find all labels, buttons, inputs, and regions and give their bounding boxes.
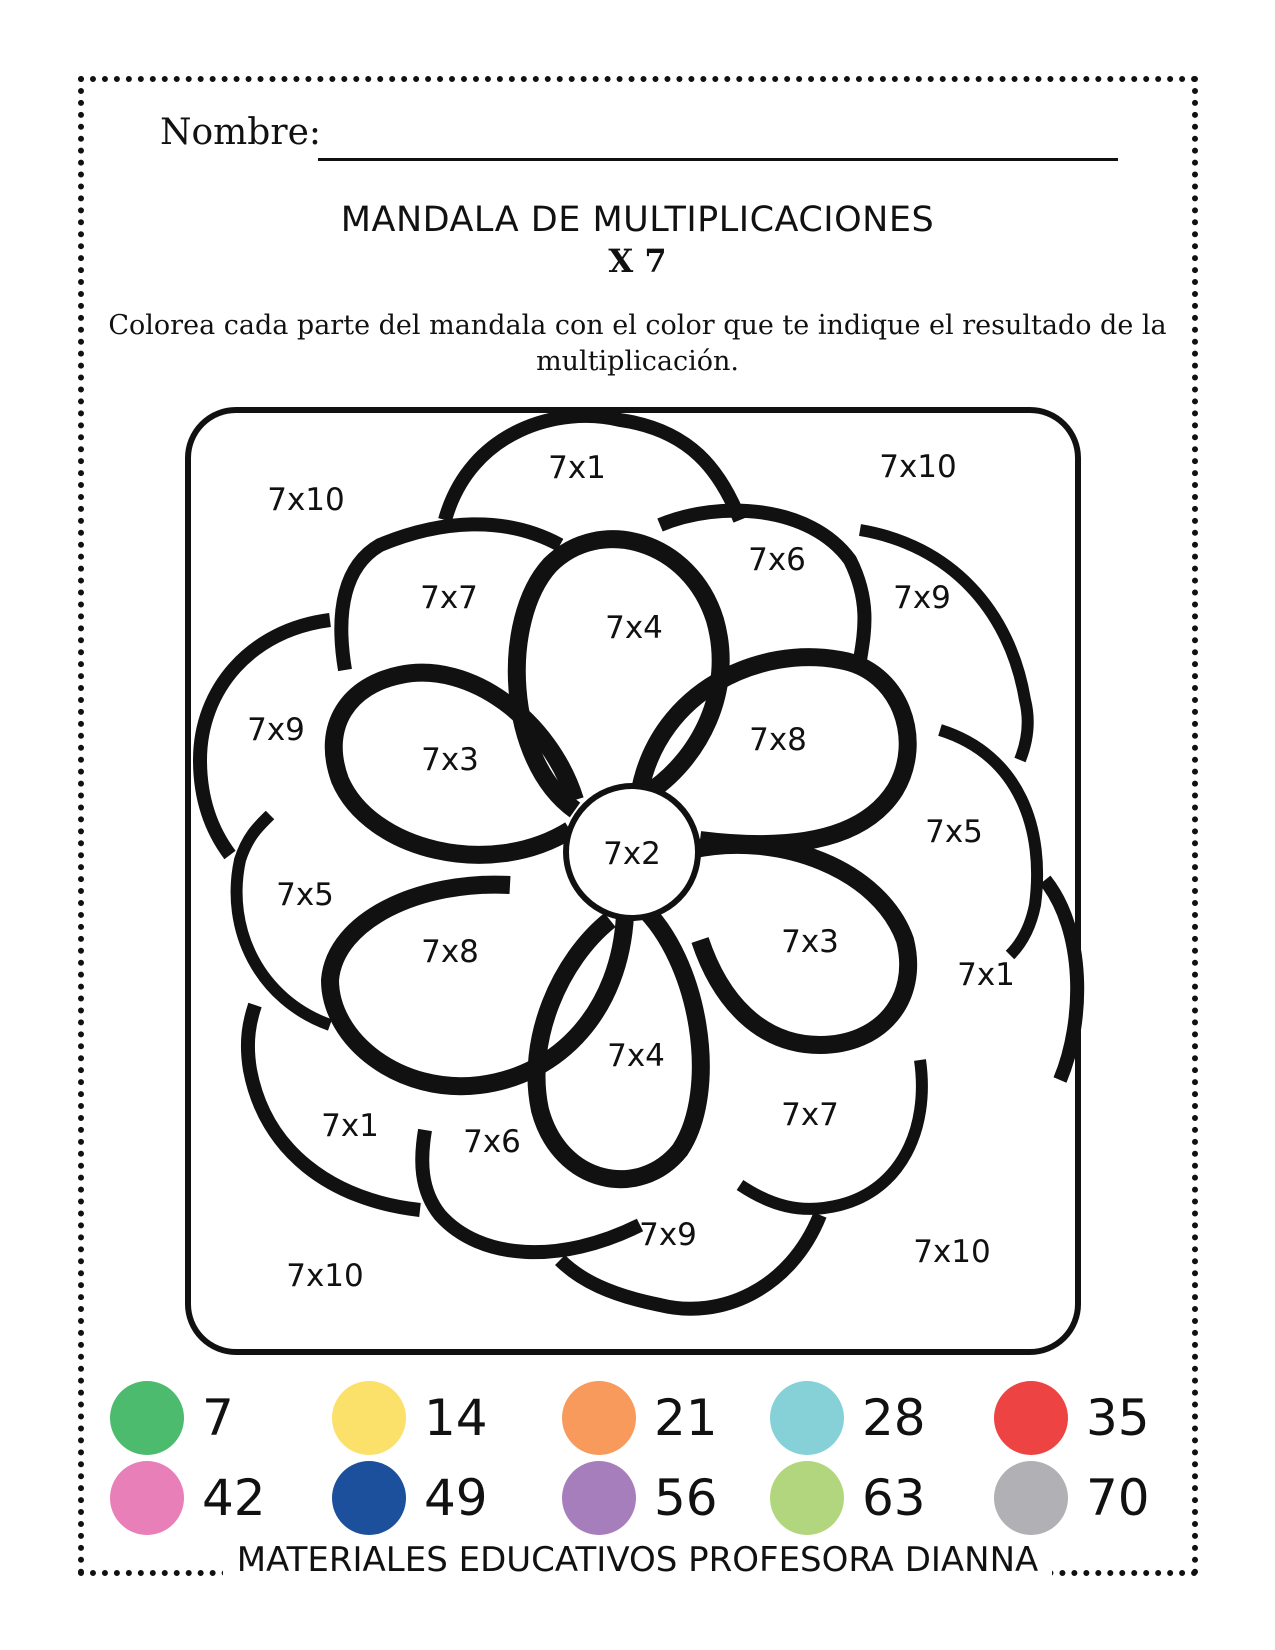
legend-value: 63 <box>862 1469 926 1527</box>
legend-item[interactable] <box>562 1380 718 1456</box>
legend-item[interactable] <box>110 1380 234 1456</box>
corner-label-bottom-right: 7x10 <box>913 1234 991 1270</box>
inner-label-top: 7x4 <box>605 610 663 646</box>
outer-label-bottom-right: 7x7 <box>781 1097 839 1133</box>
outer-label-left-lower: 7x5 <box>276 877 334 913</box>
inner-label-bottom: 7x4 <box>607 1038 665 1074</box>
outer-label-bottom-left-2: 7x6 <box>463 1124 521 1160</box>
center-label: 7x2 <box>603 836 661 872</box>
outer-label-right-upper: 7x9 <box>893 580 951 616</box>
color-swatch <box>994 1461 1068 1535</box>
inner-label-left: 7x3 <box>421 742 479 778</box>
outer-petal-bottom-left-2[interactable] <box>422 1130 640 1252</box>
legend-item[interactable] <box>994 1380 1150 1456</box>
instructions-text: Colorea cada parte del mandala con el color que te indique el resultado de la multiplicación. <box>108 310 1167 377</box>
legend-value: 7 <box>202 1389 234 1447</box>
color-swatch <box>770 1381 844 1455</box>
outer-petal-bottom-right[interactable] <box>740 1060 922 1209</box>
outer-petal-left-lower[interactable] <box>237 815 330 1025</box>
legend-value: 70 <box>1086 1469 1150 1527</box>
legend-value: 28 <box>862 1389 926 1447</box>
legend-item[interactable] <box>770 1380 926 1456</box>
legend-item[interactable] <box>110 1460 266 1536</box>
worksheet-title: MANDALA DE MULTIPLICACIONES <box>340 200 935 240</box>
color-swatch <box>994 1381 1068 1455</box>
legend-value: 21 <box>654 1389 718 1447</box>
color-swatch <box>110 1461 184 1535</box>
color-swatch <box>770 1461 844 1535</box>
color-legend <box>110 1380 1170 1550</box>
legend-item[interactable] <box>332 1460 488 1536</box>
color-swatch <box>562 1381 636 1455</box>
corner-label-bottom-left: 7x10 <box>286 1258 364 1294</box>
color-swatch <box>562 1461 636 1535</box>
corner-label-top-right: 7x10 <box>879 449 957 485</box>
outer-petal-right-lower[interactable] <box>1045 880 1077 1080</box>
footer-credit <box>0 1540 1275 1580</box>
outer-label-right: 7x5 <box>925 814 983 850</box>
legend-value: 14 <box>424 1389 488 1447</box>
worksheet-subtitle: X 7 <box>608 242 667 280</box>
outer-label-top: 7x1 <box>548 450 606 486</box>
name-label: Nombre: <box>160 112 321 153</box>
outer-label-left: 7x9 <box>247 712 305 748</box>
outer-label-bottom: 7x9 <box>639 1217 697 1253</box>
corner-label-top-left: 7x10 <box>267 482 345 518</box>
outer-label-right-lower: 7x1 <box>957 957 1015 993</box>
color-swatch <box>332 1381 406 1455</box>
outer-label-top-right: 7x6 <box>748 542 806 578</box>
legend-value: 56 <box>654 1469 718 1527</box>
color-swatch <box>332 1461 406 1535</box>
legend-item[interactable] <box>562 1460 718 1536</box>
legend-value: 49 <box>424 1469 488 1527</box>
inner-label-bottom-left: 7x8 <box>421 934 479 970</box>
outer-label-top-left: 7x7 <box>420 580 478 616</box>
legend-value: 35 <box>1086 1389 1150 1447</box>
legend-item[interactable] <box>332 1380 488 1456</box>
legend-item[interactable] <box>770 1460 926 1536</box>
color-swatch <box>110 1381 184 1455</box>
outer-label-bottom-left: 7x1 <box>321 1108 379 1144</box>
inner-label-top-right: 7x8 <box>749 722 807 758</box>
legend-value: 42 <box>202 1469 266 1527</box>
legend-item[interactable] <box>994 1460 1150 1536</box>
footer-text: MATERIALES EDUCATIVOS PROFESORA DIANNA <box>223 1540 1053 1580</box>
inner-petal-bottom-left[interactable] <box>330 885 625 1087</box>
inner-petal-top[interactable] <box>517 539 721 810</box>
inner-label-right: 7x3 <box>781 924 839 960</box>
